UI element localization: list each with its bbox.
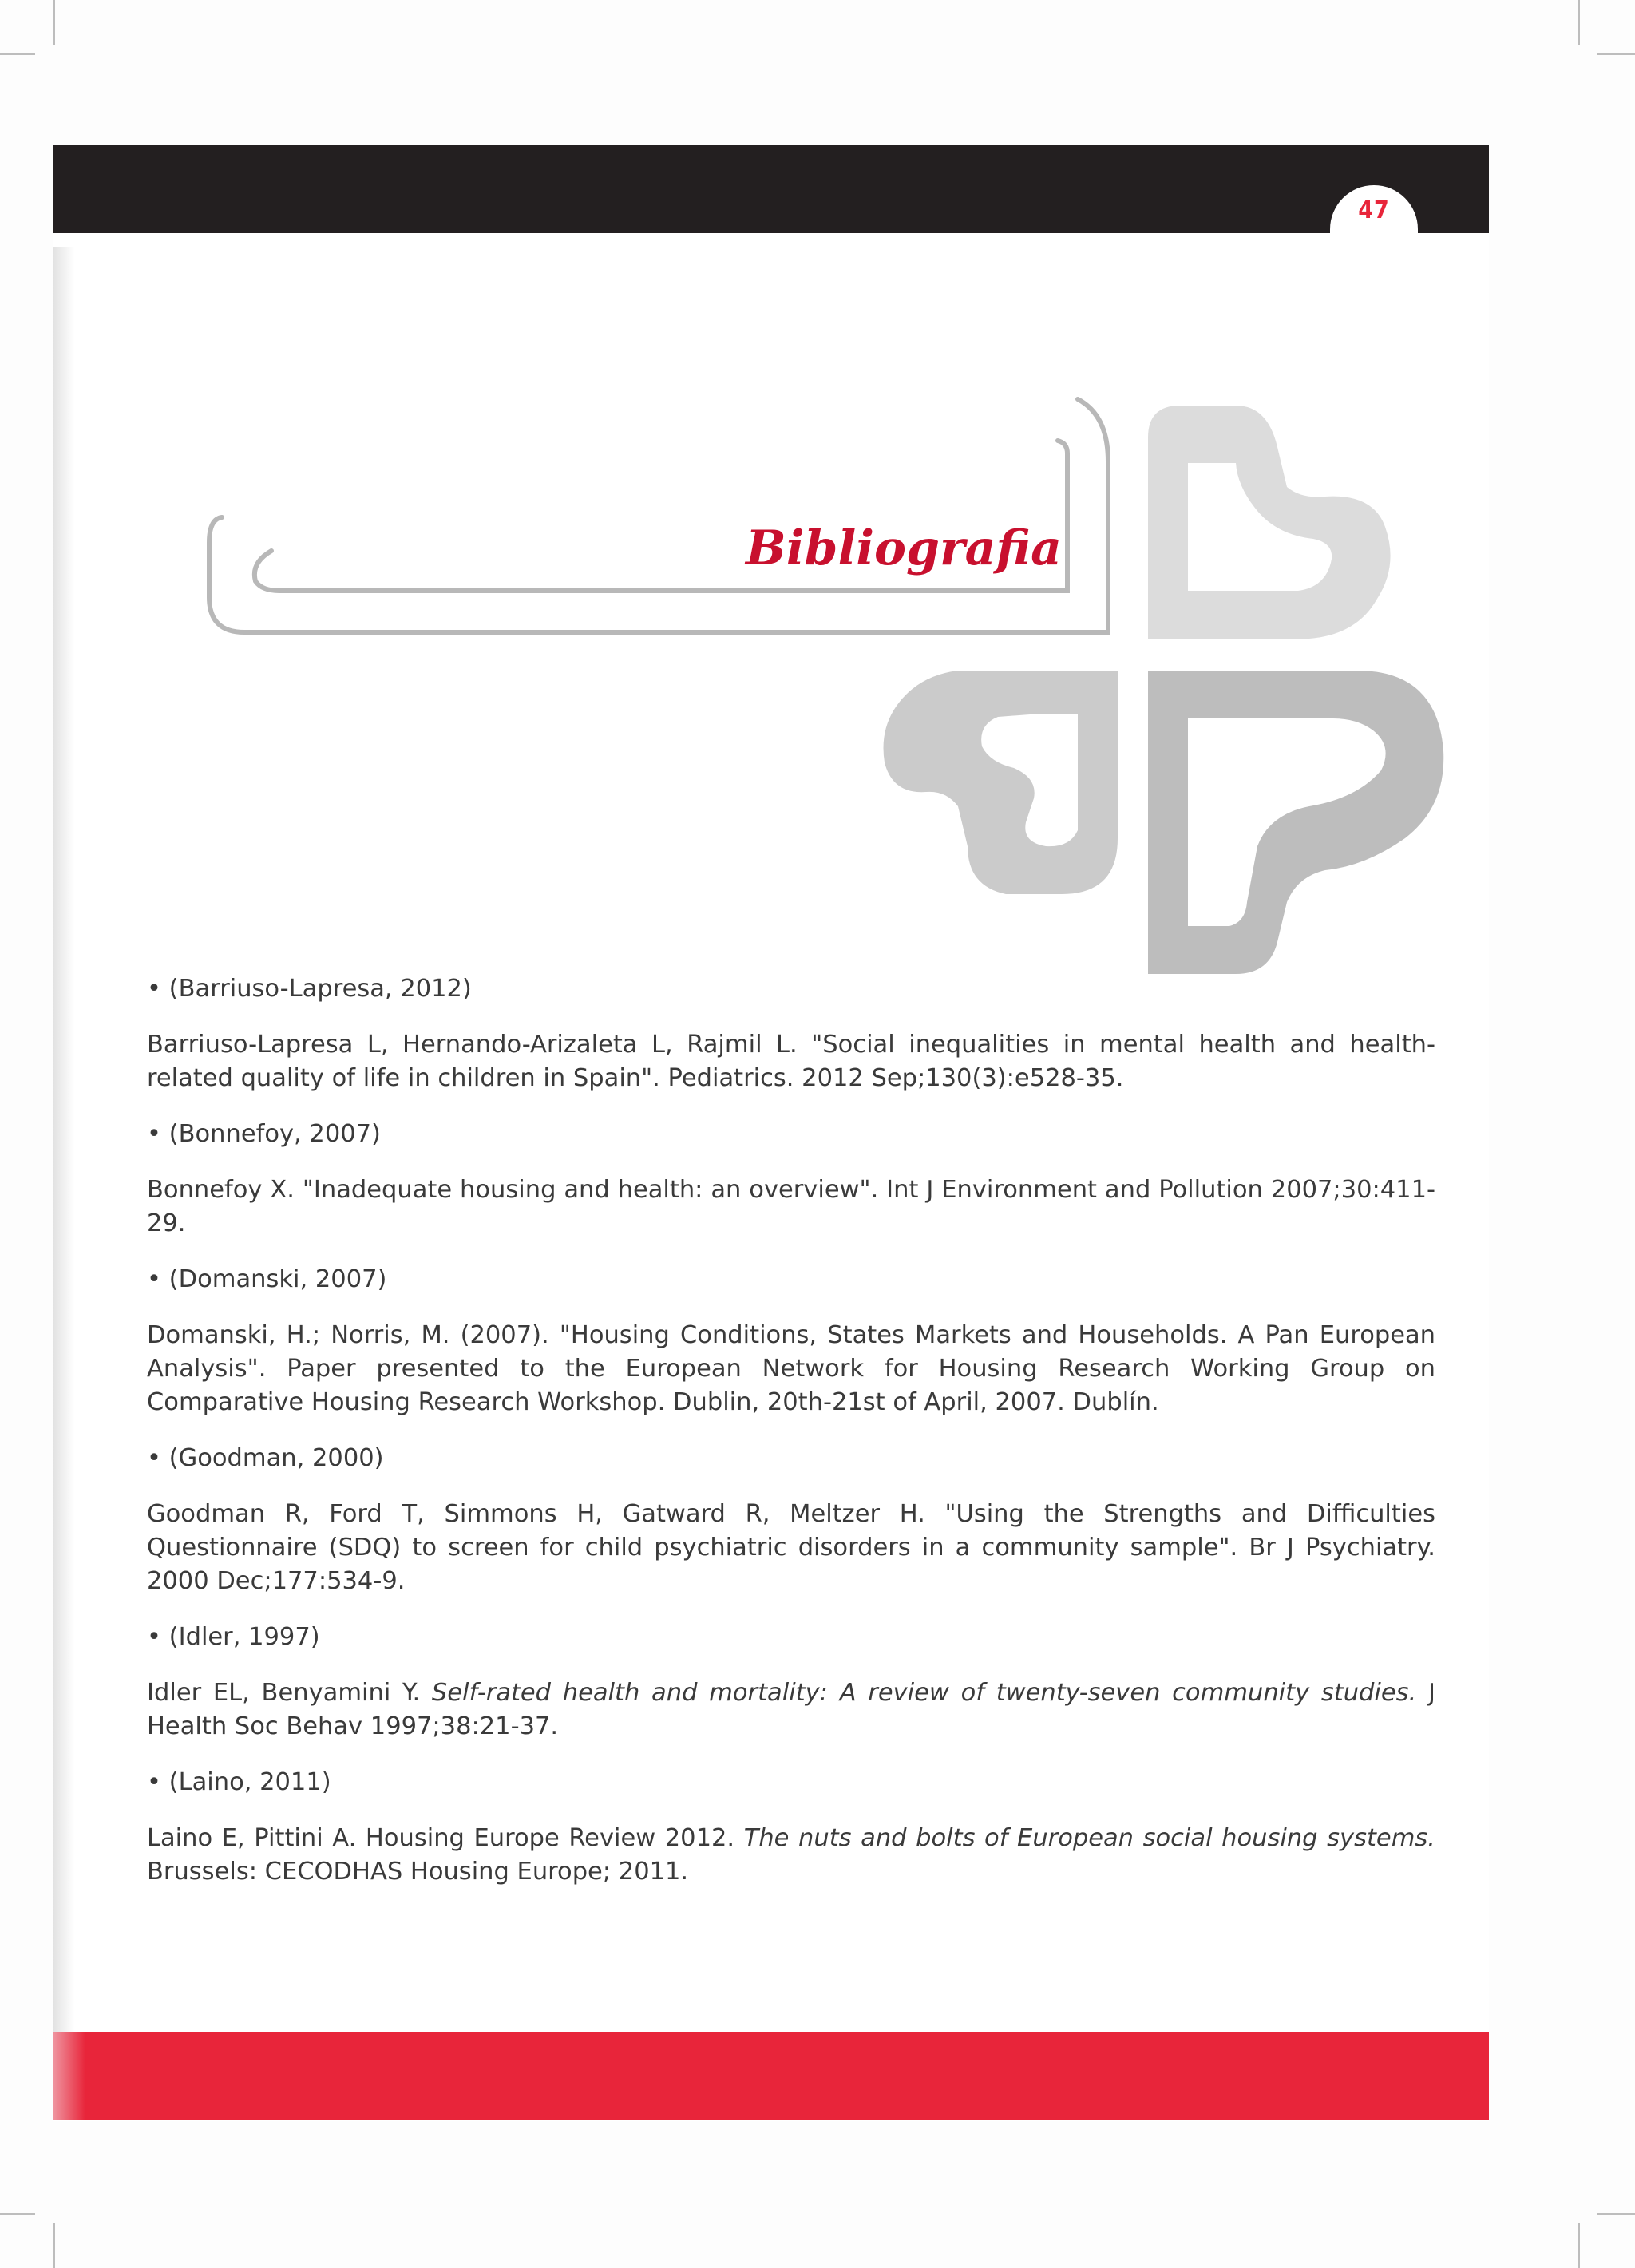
reference-entry — [147, 1498, 1435, 1598]
reference-label: • (Bonnefoy, 2007) — [147, 1120, 381, 1148]
footer-bar — [53, 2032, 1489, 2120]
reference-label: • (Barriuso-Lapresa, 2012) — [147, 975, 472, 1003]
reference-entry-before: Bonnefoy X. "Inadequate housing and health: an overview". Int J Environment and Pollution 2007;30:411-29. — [147, 1176, 1435, 1237]
page-number: 47 — [1358, 196, 1390, 224]
reference-label: • (Laino, 2011) — [147, 1768, 331, 1796]
reference-entry — [147, 1822, 1435, 1889]
reference-label: • (Goodman, 2000) — [147, 1444, 384, 1472]
reference-entry — [147, 1028, 1435, 1095]
reference-label: • (Idler, 1997) — [147, 1623, 320, 1651]
reference-entry-before: Idler EL, Benyamini Y. — [147, 1679, 432, 1707]
logo-heart-top — [1148, 406, 1391, 639]
reference-entry-before: Laino E, Pittini A. Housing Europe Review 2012. — [147, 1824, 744, 1852]
reference-entry-before: Goodman R, Ford T, Simmons H, Gatward R, Meltzer H. "Using the Strengths and Difficulties Questionnaire (SDQ) to screen for child psychiatric disorders in a community sample". Br J Psychiatry. 2000 Dec;177:534-9. — [147, 1500, 1435, 1595]
reference-entry — [147, 1174, 1435, 1241]
reference-entry-before: Barriuso-Lapresa L, Hernando-Arizaleta L, Rajmil L. "Social inequalities in mental health and health-related quality of life in children in Spain". Pediatrics. 2012 Sep;130(3):e528-35. — [147, 1031, 1435, 1092]
reference-entry-after: Brussels: CECODHAS Housing Europe; 2011. — [147, 1858, 689, 1886]
title-frame-outer-line — [209, 399, 1108, 632]
title-frame — [209, 399, 1108, 632]
reference-entry-italic: The nuts and bolts of European social housing systems. — [743, 1824, 1435, 1852]
logo-heart-right — [1148, 671, 1443, 974]
reference-list — [147, 972, 1435, 1911]
four-hearts-cross-logo — [884, 406, 1444, 974]
reference-entry — [147, 1319, 1435, 1419]
reference-entry-after: J Health Soc Behav 1997;38:21-37. — [147, 1679, 1435, 1740]
section-title: Bibliografia — [745, 520, 1062, 576]
reference-entry — [147, 1676, 1435, 1744]
reference-entry-italic: Self-rated health and mortality: A review of twenty-seven community studies. — [431, 1679, 1417, 1707]
reference-entry-before: Domanski, H.; Norris, M. (2007). "Housing Conditions, States Markets and Households. A Pan European Analysis". Paper presented to the European Network for Housing Research Working Group on Comparative Housing Research Workshop. Dublin, 20th-21st of April, 2007. Dublín. — [147, 1321, 1435, 1416]
reference-label: • (Domanski, 2007) — [147, 1265, 387, 1293]
footer-bar-fade — [53, 2032, 85, 2120]
